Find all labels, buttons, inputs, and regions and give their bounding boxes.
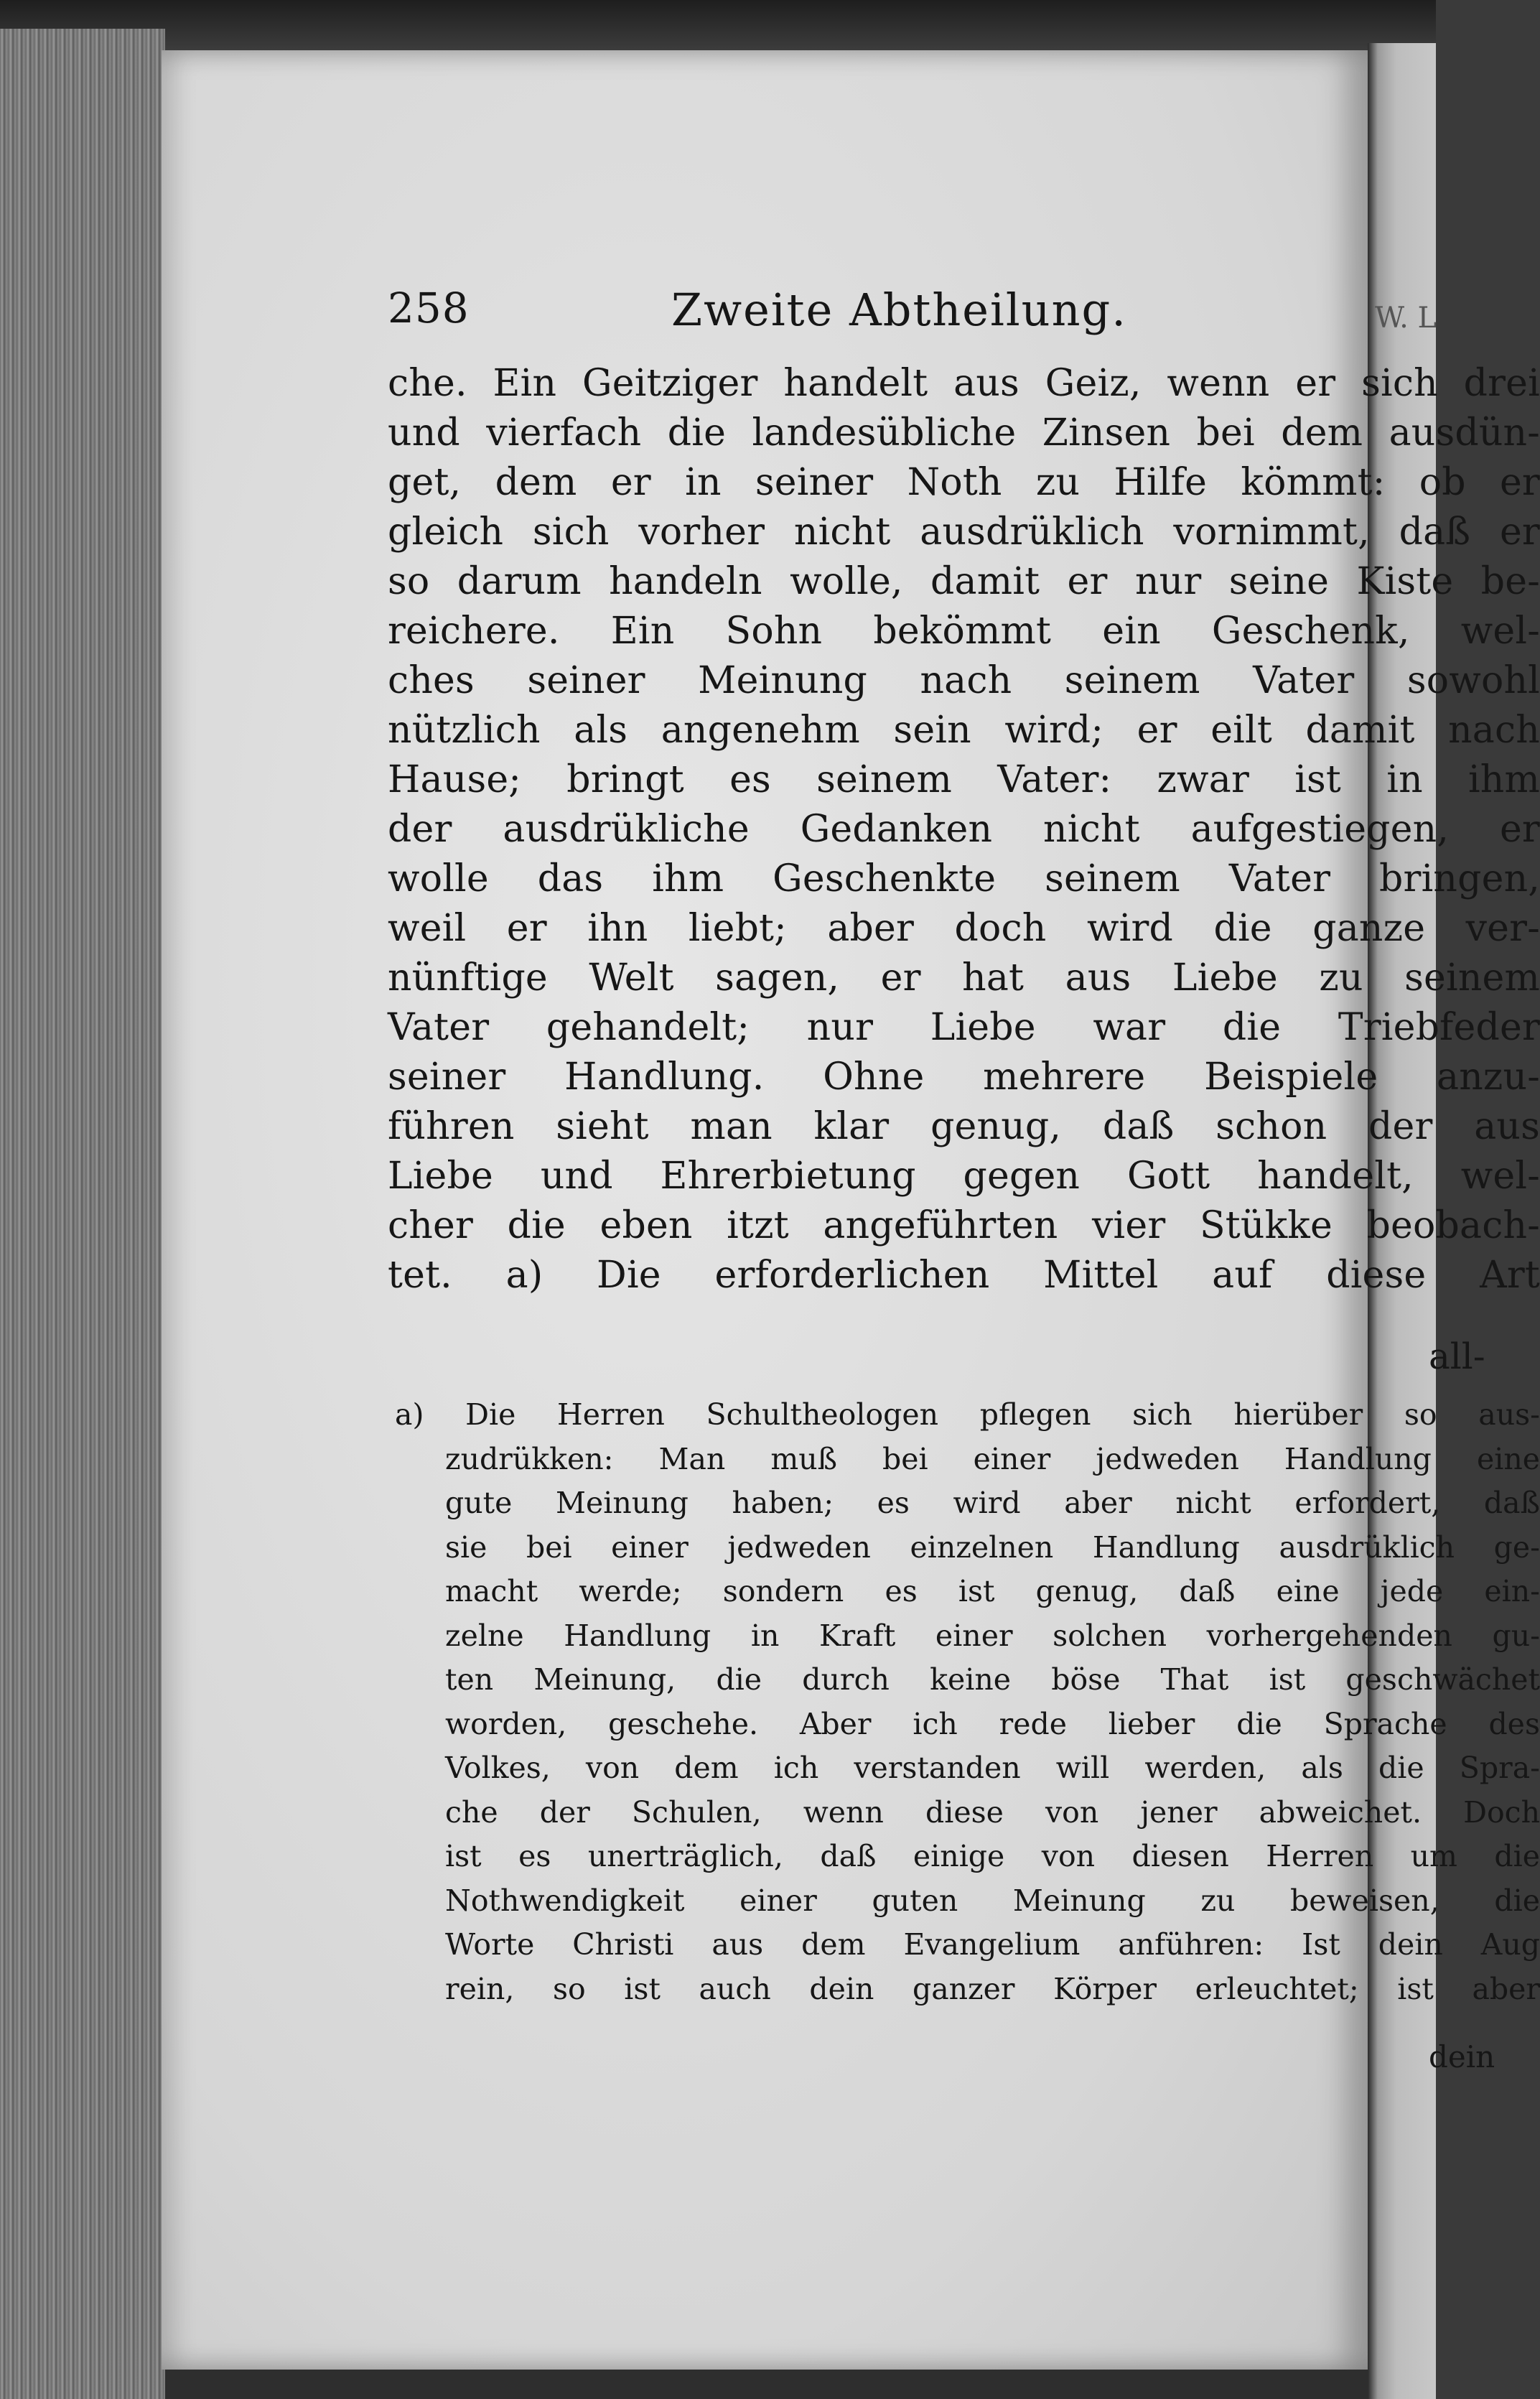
body-line: che. Ein Geitziger handelt aus Geiz, wenn er sich drei (388, 362, 1540, 405)
body-line: cher die eben itzt angeführten vier Stükke beobach- (388, 1204, 1540, 1247)
footnote-line: zelne Handlung in Kraft einer solchen vorhergehenden gu- (445, 1618, 1540, 1653)
body-line: der ausdrükliche Gedanken nicht aufgestiegen, er (388, 808, 1540, 851)
running-head: Zweite Abtheilung. (671, 284, 1127, 336)
body-line: so darum handeln wolle, damit er nur seine Kiste be- (388, 560, 1540, 603)
footnote-line: sie bei einer jedweden einzelnen Handlung ausdrüklich ge- (445, 1529, 1540, 1565)
body-line: gleich sich vorher nicht ausdrüklich vornimmt, daß er (388, 511, 1540, 554)
footnote-line: Worte Christi aus dem Evangelium anführen: Ist dein Aug (445, 1927, 1540, 1962)
body-catchword: all- (1429, 1336, 1485, 1377)
body-line: reichere. Ein Sohn bekömmt ein Geschenk, wel- (388, 610, 1540, 653)
footnote-line: zudrükken: Man muß bei einer jedweden Handlung eine (445, 1441, 1540, 1476)
body-line: nützlich als angenehm sein wird; er eilt damit nach (388, 709, 1540, 752)
footnote-line: ist es unerträglich, daß einige von diesen Herren um die (445, 1839, 1540, 1873)
footnote-text (395, 1393, 1540, 2011)
footnote-line: macht werde; sondern es ist genug, daß eine jede ein- (445, 1574, 1540, 1608)
footnote-line: a) Die Herren Schultheologen pflegen sich hierüber so aus- (395, 1397, 1540, 1432)
facing-page-fragment: W. L (1375, 302, 1437, 335)
body-line: tet. a) Die erforderlichen Mittel auf diese Art (388, 1254, 1540, 1297)
body-line: ches seiner Meinung nach seinem Vater sowohl (388, 659, 1540, 702)
book-page-edges (0, 29, 165, 2399)
body-line: führen sieht man klar genug, daß schon der aus (388, 1105, 1540, 1148)
page-header (215, 284, 1314, 341)
body-line: Liebe und Ehrerbietung gegen Gott handelt, wel- (388, 1155, 1540, 1198)
body-line: Vater gehandelt; nur Liebe war die Triebfeder (388, 1006, 1540, 1049)
page-number: 258 (388, 284, 470, 332)
footnote-line: ten Meinung, die durch keine böse That ist geschwächet (445, 1662, 1540, 1697)
footnote-line: rein, so ist auch dein ganzer Körper erleuchtet; ist aber (445, 1971, 1540, 2006)
footnote-line: gute Meinung haben; es wird aber nicht erfordert, daß (445, 1486, 1540, 1520)
body-line: nünftige Welt sagen, er hat aus Liebe zu seinem (388, 956, 1540, 1000)
body-text (388, 359, 1540, 1300)
footnote-catchword: dein (1429, 2039, 1495, 2074)
footnote-line: Volkes, von dem ich verstanden will werden, als die Spra- (445, 1751, 1540, 1785)
body-line: weil er ihn liebt; aber doch wird die ganze ver- (388, 907, 1540, 950)
scanner-top-shadow (0, 0, 1436, 50)
body-line: Hause; bringt es seinem Vater: zwar ist in ihm (388, 758, 1540, 801)
body-line: und vierfach die landesübliche Zinsen bei dem ausdün- (388, 411, 1540, 455)
body-line: seiner Handlung. Ohne mehrere Beispiele anzu- (388, 1056, 1540, 1099)
footnote-line: che der Schulen, wenn diese von jener abweichet. Doch (445, 1794, 1540, 1830)
body-line: get, dem er in seiner Noth zu Hilfe kömmt: ob er (388, 461, 1540, 504)
footnote-line: Nothwendigkeit einer guten Meinung zu beweisen, die (445, 1883, 1540, 1918)
footnote-line: worden, geschehe. Aber ich rede lieber die Sprache des (445, 1706, 1540, 1741)
body-line: wolle das ihm Geschenkte seinem Vater bringen, (388, 857, 1540, 900)
